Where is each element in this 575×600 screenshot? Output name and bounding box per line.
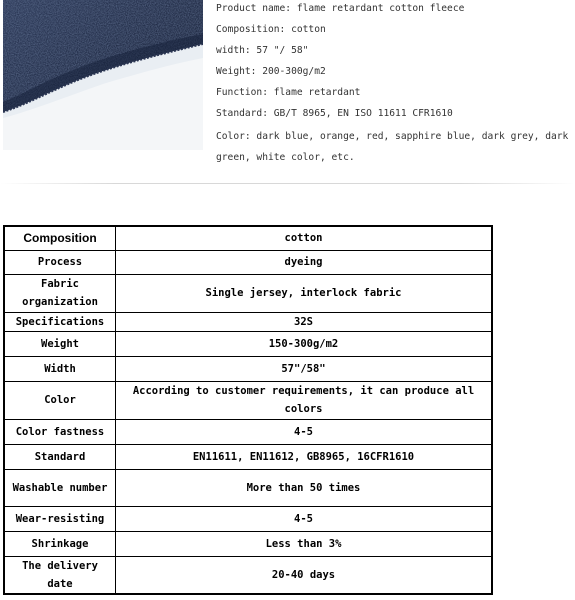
row-label: Shrinkage [4, 531, 116, 556]
row-value: EN11611, EN11612, GB8965, 16CFR1610 [116, 444, 493, 469]
row-value: 150-300g/m2 [116, 331, 493, 356]
row-label: Weight [4, 331, 116, 356]
table-row [4, 331, 492, 356]
row-label: Color fastness [4, 419, 116, 444]
table-row [4, 469, 492, 506]
spec-width: width: 57 "/ 58" [216, 45, 309, 56]
row-label: Standard [4, 444, 116, 469]
table-row [4, 250, 492, 274]
table-row [4, 381, 492, 419]
row-value: cotton [116, 226, 493, 250]
row-label: The delivery date [4, 556, 116, 594]
row-value: More than 50 times [116, 469, 493, 506]
fabric-photo [3, 0, 203, 150]
row-value: Single jersey, interlock fabric [116, 274, 493, 312]
row-value: 4-5 [116, 506, 493, 531]
row-value: Less than 3% [116, 531, 493, 556]
fabric-sample-image [3, 0, 203, 150]
row-value: According to customer requirements, it can produce all colors [116, 381, 493, 419]
spec-function: Function: flame retardant [216, 87, 361, 98]
table-row [4, 274, 492, 312]
table-row [4, 556, 492, 594]
section-divider [0, 183, 575, 184]
row-label: Width [4, 356, 116, 381]
row-value: 4-5 [116, 419, 493, 444]
row-label: Specifications [4, 312, 116, 331]
row-value: 57"/58" [116, 356, 493, 381]
row-label: Wear-resisting [4, 506, 116, 531]
row-label: Color [4, 381, 116, 419]
spec-composition: Composition: cotton [216, 24, 326, 35]
row-value: 20-40 days [116, 556, 493, 594]
row-value: dyeing [116, 250, 493, 274]
row-label: Fabric organization [4, 274, 116, 312]
table-row [4, 419, 492, 444]
row-label: Washable number [4, 469, 116, 506]
table-row [4, 356, 492, 381]
table-row [4, 531, 492, 556]
product-spec-list [216, 0, 572, 168]
spec-weight: Weight: 200-300g/m2 [216, 66, 326, 77]
table-row [4, 444, 492, 469]
spec-standard: Standard: GB/T 8965, EN ISO 11611 CFR1610 [216, 108, 453, 119]
table-row [4, 506, 492, 531]
row-value: 32S [116, 312, 493, 331]
spec-product-name: Product name: flame retardant cotton fleece [216, 3, 465, 14]
row-label: Composition [4, 226, 116, 250]
spec-table [3, 225, 493, 595]
spec-color: Color: dark blue, orange, red, sapphire blue, dark grey, dark green, white color, etc. [216, 131, 569, 163]
row-label: Process [4, 250, 116, 274]
table-row [4, 226, 492, 250]
table-row [4, 312, 492, 331]
